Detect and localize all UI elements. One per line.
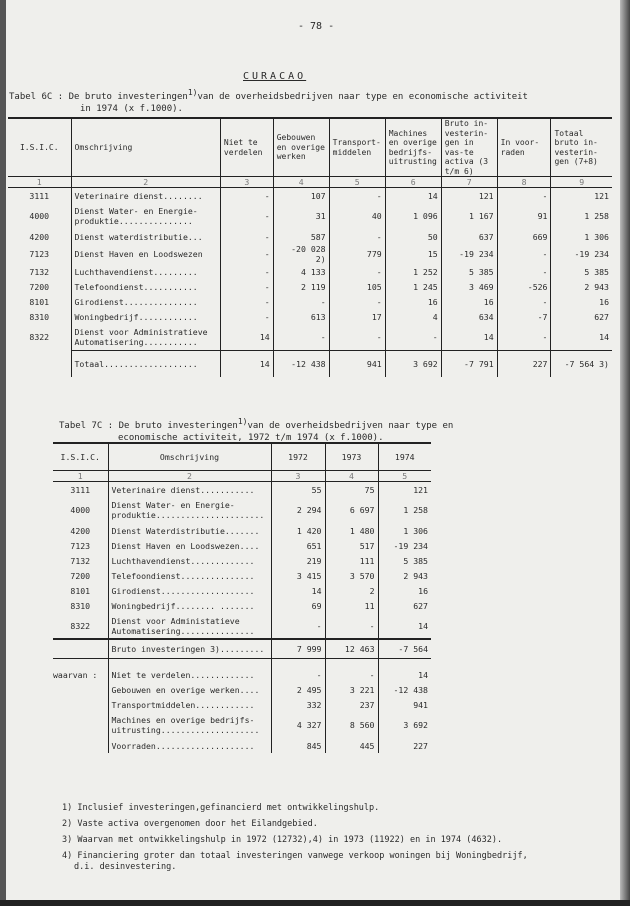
page-number: - 78 - (298, 21, 335, 32)
description: Veterinaire dienst........... (108, 482, 271, 498)
waarvan-row (53, 682, 431, 697)
table-row (8, 203, 612, 229)
column-header: 1973 (325, 443, 378, 471)
value: 332 (271, 697, 325, 712)
isic-code: 7123 (29, 249, 50, 259)
column-header: Gebouwen en overige werken (273, 118, 329, 177)
value: - (325, 613, 378, 639)
caption-text: van de overheidsbedrijven naar type en (247, 421, 454, 431)
value: 5 385 (551, 264, 612, 279)
bruto-total-row (53, 639, 431, 659)
total-value: -12 438 (273, 350, 329, 377)
column-number-row (53, 471, 431, 482)
total-value: -7 564 3) (551, 350, 612, 377)
column-header: I.S.I.C. (8, 118, 71, 177)
value: - (325, 667, 378, 682)
caption-text: in 1974 (x f.1000). (80, 104, 183, 114)
value: - (220, 244, 273, 264)
total-value: 14 (220, 350, 273, 377)
column-number: 5 (329, 177, 385, 188)
description: Dienst voor Administratieve Automatisering........... (71, 324, 220, 350)
table6c-caption (9, 87, 528, 115)
value: 587 (273, 229, 329, 244)
waarvan-row (53, 712, 431, 738)
caption-text: Tabel 7C : De bruto investeringen (59, 421, 238, 431)
description: Telefoondienst........... (71, 279, 220, 294)
description: Voorraden.................... (108, 738, 271, 753)
value: -19 234 (378, 538, 431, 553)
description: Dienst voor Administatieve Automatisering............... (108, 613, 271, 639)
column-number: 1 (8, 177, 71, 188)
table-row (8, 324, 612, 350)
description: Dienst Water- en Energie-produktie...................... (108, 497, 271, 523)
table-6c (8, 117, 612, 377)
value: 2 294 (271, 497, 325, 523)
value: 50 (385, 229, 441, 244)
caption-text: van de overheidsbedrijven naar type en economische activiteit (197, 92, 528, 102)
isic-code: 8101 (70, 585, 91, 596)
footnote-4: 4) Financiering groter dan totaal investeringen vanwege verkoop woningen bij Woningbedrijf, (62, 851, 528, 861)
value: 1 096 (385, 203, 441, 229)
value: 637 (441, 229, 497, 244)
footnote-3: 3) Waarvan met ontwikkelingshulp in 1972 (12732),4) in 1973 (11922) en in 1974 (4632). (62, 835, 503, 845)
table-row (8, 294, 612, 309)
spacer-row (53, 659, 431, 668)
spacer-cell (378, 659, 431, 668)
value: - (220, 279, 273, 294)
description: Dienst Waterdistributie....... (108, 523, 271, 538)
description: Dienst Water- en Energie-produktie............... (71, 203, 220, 229)
value: 2 119 (273, 279, 329, 294)
value: 14 (378, 613, 431, 639)
description: Gebouwen en overige werken.... (108, 682, 271, 697)
value: 111 (325, 553, 378, 568)
value: 219 (271, 553, 325, 568)
value: - (385, 324, 441, 350)
column-number: 3 (271, 471, 325, 482)
value: 2 495 (271, 682, 325, 697)
value: 16 (385, 294, 441, 309)
value: - (220, 188, 273, 204)
waarvan-row (53, 738, 431, 753)
table-row (53, 523, 431, 538)
spacer-cell (53, 659, 108, 668)
value: - (329, 264, 385, 279)
value: 1 252 (385, 264, 441, 279)
isic-code: 8322 (70, 620, 91, 631)
bruto-value: 12 463 (325, 639, 378, 659)
value: 779 (329, 244, 385, 264)
value: 31 (273, 203, 329, 229)
value: 2 943 (378, 568, 431, 583)
description: Transportmiddelen............ (108, 697, 271, 712)
value: 69 (271, 598, 325, 613)
total-value: 941 (329, 350, 385, 377)
value: 941 (378, 697, 431, 712)
value: 634 (441, 309, 497, 324)
footnote-2: 2) Vaste activa overgenomen door het Eilandgebied. (62, 819, 318, 829)
total-row (8, 350, 612, 377)
value: 75 (325, 482, 378, 498)
description: Niet te verdelen............. (108, 667, 271, 682)
value: - (220, 294, 273, 309)
table-row (8, 229, 612, 244)
bruto-value: -7 564 (378, 639, 431, 659)
description: Woningbedrijf............ (71, 309, 220, 324)
isic-code: 4000 (29, 211, 50, 221)
column-header: Transport-middelen (329, 118, 385, 177)
value: 17 (329, 309, 385, 324)
isic-code: 4200 (29, 231, 50, 242)
total-value: -7 791 (441, 350, 497, 377)
column-number: 4 (273, 177, 329, 188)
table-row (53, 538, 431, 553)
column-number-row (8, 177, 612, 188)
value: 1 306 (378, 523, 431, 538)
value: 4 133 (273, 264, 329, 279)
column-number: 7 (441, 177, 497, 188)
waarvan-row (53, 667, 431, 682)
value: 16 (441, 294, 497, 309)
isic-code: 3111 (70, 484, 91, 495)
table-row (53, 583, 431, 598)
value: 5 385 (441, 264, 497, 279)
scan-edge-right (620, 0, 630, 906)
value: -19 234 (551, 244, 612, 264)
isic-code: 8101 (29, 296, 50, 307)
value: -19 234 (441, 244, 497, 264)
description: Girodienst............... (71, 294, 220, 309)
value: - (329, 188, 385, 204)
column-header: Totaal bruto in-vesterin-gen (7+8) (551, 118, 612, 177)
value: 5 385 (378, 553, 431, 568)
value: - (273, 324, 329, 350)
total-value: 227 (497, 350, 551, 377)
column-header: I.S.I.C. (53, 443, 108, 471)
isic-code: 4200 (70, 525, 91, 536)
description: Luchthavendienst......... (71, 264, 220, 279)
description: Dienst Haven en Loodswezen (71, 244, 220, 264)
country-heading: CURACAO (243, 71, 307, 82)
value: 105 (329, 279, 385, 294)
value: - (220, 229, 273, 244)
value: 8 560 (325, 712, 378, 738)
value: 1 167 (441, 203, 497, 229)
table-7c (53, 442, 431, 753)
value: 14 (220, 324, 273, 350)
column-number: 9 (551, 177, 612, 188)
column-number: 3 (220, 177, 273, 188)
value: 1 245 (385, 279, 441, 294)
footnote-ref: 1) (187, 88, 198, 97)
column-number: 2 (108, 471, 271, 482)
value: -7 (497, 309, 551, 324)
value: - (220, 264, 273, 279)
value: 55 (271, 482, 325, 498)
value: - (271, 613, 325, 639)
value: 40 (329, 203, 385, 229)
value: -20 028 2) (273, 244, 329, 264)
scan-edge-bottom (0, 900, 630, 906)
value: - (220, 309, 273, 324)
value: 91 (497, 203, 551, 229)
footnote-1: 1) Inclusief investeringen,gefinancierd met ontwikkelingshulp. (62, 803, 380, 813)
waarvan-label-cell: waarvan : (53, 669, 98, 680)
value: 107 (273, 188, 329, 204)
value: 11 (325, 598, 378, 613)
column-header: Bruto in-vesterin-gen in vas-te activa (3 t/m 6) (441, 118, 497, 177)
column-number: 8 (497, 177, 551, 188)
value: 1 258 (378, 497, 431, 523)
value: 3 221 (325, 682, 378, 697)
bruto-value: 7 999 (271, 639, 325, 659)
description: Dienst waterdistributie... (71, 229, 220, 244)
value: 14 (551, 324, 612, 350)
table-row (53, 553, 431, 568)
value: 2 (325, 583, 378, 598)
value: 3 469 (441, 279, 497, 294)
value: - (329, 324, 385, 350)
value: 3 415 (271, 568, 325, 583)
isic-code: 7132 (29, 266, 50, 277)
isic-code: 7200 (29, 281, 50, 292)
value: 6 697 (325, 497, 378, 523)
value: - (329, 229, 385, 244)
isic-code: 7200 (70, 570, 91, 581)
table7c-caption (59, 416, 453, 444)
value: 16 (378, 583, 431, 598)
column-header: In voor-raden (497, 118, 551, 177)
value: 1 258 (551, 203, 612, 229)
column-number: 6 (385, 177, 441, 188)
table-row (8, 244, 612, 264)
value: 14 (441, 324, 497, 350)
value: 445 (325, 738, 378, 753)
table-row (8, 188, 612, 204)
total-value (8, 350, 71, 377)
value: 16 (551, 294, 612, 309)
value: - (497, 324, 551, 350)
value: - (273, 294, 329, 309)
value: 1 420 (271, 523, 325, 538)
spacer-cell (325, 659, 378, 668)
isic-code: 8322 (29, 332, 50, 342)
footnote-ref: 1) (237, 417, 248, 426)
value: 14 (271, 583, 325, 598)
caption-text: economische activiteit, 1972 t/m 1974 (x f.1000). (118, 433, 384, 443)
column-header: Omschrijving (71, 118, 220, 177)
isic-code: 8310 (29, 311, 50, 322)
column-header: Omschrijving (108, 443, 271, 471)
table-row (53, 613, 431, 639)
description: Girodienst................... (108, 583, 271, 598)
table-row (53, 497, 431, 523)
value: -526 (497, 279, 551, 294)
footnote-4-cont: d.i. desinvestering. (74, 862, 177, 872)
isic-code: 7123 (70, 540, 91, 551)
waarvan-label-cell (53, 697, 108, 712)
value: 14 (378, 667, 431, 682)
value: 121 (551, 188, 612, 204)
value: 627 (378, 598, 431, 613)
value: 651 (271, 538, 325, 553)
value: 2 943 (551, 279, 612, 294)
value: - (271, 667, 325, 682)
table-row (8, 309, 612, 324)
value: - (497, 244, 551, 264)
value: 14 (385, 188, 441, 204)
table-row (8, 264, 612, 279)
value: - (220, 203, 273, 229)
isic-code: 3111 (29, 190, 50, 201)
table-row (53, 568, 431, 583)
total-label: Totaal................... (71, 350, 220, 377)
value: 845 (271, 738, 325, 753)
scan-edge-left (0, 0, 6, 906)
column-number: 4 (325, 471, 378, 482)
value: 517 (325, 538, 378, 553)
value: 15 (385, 244, 441, 264)
description: Dienst Haven en Loodswezen.... (108, 538, 271, 553)
value: - (329, 294, 385, 309)
bruto-label: Bruto investeringen 3)......... (108, 639, 271, 659)
value: 3 570 (325, 568, 378, 583)
description: Woningbedrijf........ ....... (108, 598, 271, 613)
value: 613 (273, 309, 329, 324)
description: Telefoondienst............... (108, 568, 271, 583)
total-value: 3 692 (385, 350, 441, 377)
value: 4 (385, 309, 441, 324)
isic-code: 8310 (70, 600, 91, 611)
value: 3 692 (378, 712, 431, 738)
waarvan-row (53, 697, 431, 712)
spacer-cell (108, 659, 271, 668)
value: - (497, 188, 551, 204)
value: 669 (497, 229, 551, 244)
waarvan-label-cell (53, 712, 108, 738)
waarvan-label-cell (53, 738, 108, 753)
isic-code: 7132 (70, 555, 91, 566)
value: 4 327 (271, 712, 325, 738)
value: 227 (378, 738, 431, 753)
column-header: Machines en overige bedrijfs-uitrusting (385, 118, 441, 177)
bruto-value (53, 639, 108, 659)
description: Luchthavendienst............. (108, 553, 271, 568)
caption-text: Tabel 6C : De bruto investeringen (9, 92, 188, 102)
table-row (53, 482, 431, 498)
value: - (497, 264, 551, 279)
table-row (8, 279, 612, 294)
isic-code: 4000 (70, 505, 91, 515)
column-header: Niet te verdelen (220, 118, 273, 177)
column-number: 5 (378, 471, 431, 482)
waarvan-label-cell (53, 682, 108, 697)
column-header: 1974 (378, 443, 431, 471)
value: 1 306 (551, 229, 612, 244)
description: Machines en overige bedrijfs-uitrusting.................... (108, 712, 271, 738)
value: -12 438 (378, 682, 431, 697)
column-number: 1 (53, 471, 108, 482)
value: 237 (325, 697, 378, 712)
table-row (53, 598, 431, 613)
description: Veterinaire dienst........ (71, 188, 220, 204)
value: 121 (378, 482, 431, 498)
spacer-cell (271, 659, 325, 668)
value: 1 480 (325, 523, 378, 538)
column-number: 2 (71, 177, 220, 188)
value: 121 (441, 188, 497, 204)
value: 627 (551, 309, 612, 324)
column-header: 1972 (271, 443, 325, 471)
value: - (497, 294, 551, 309)
